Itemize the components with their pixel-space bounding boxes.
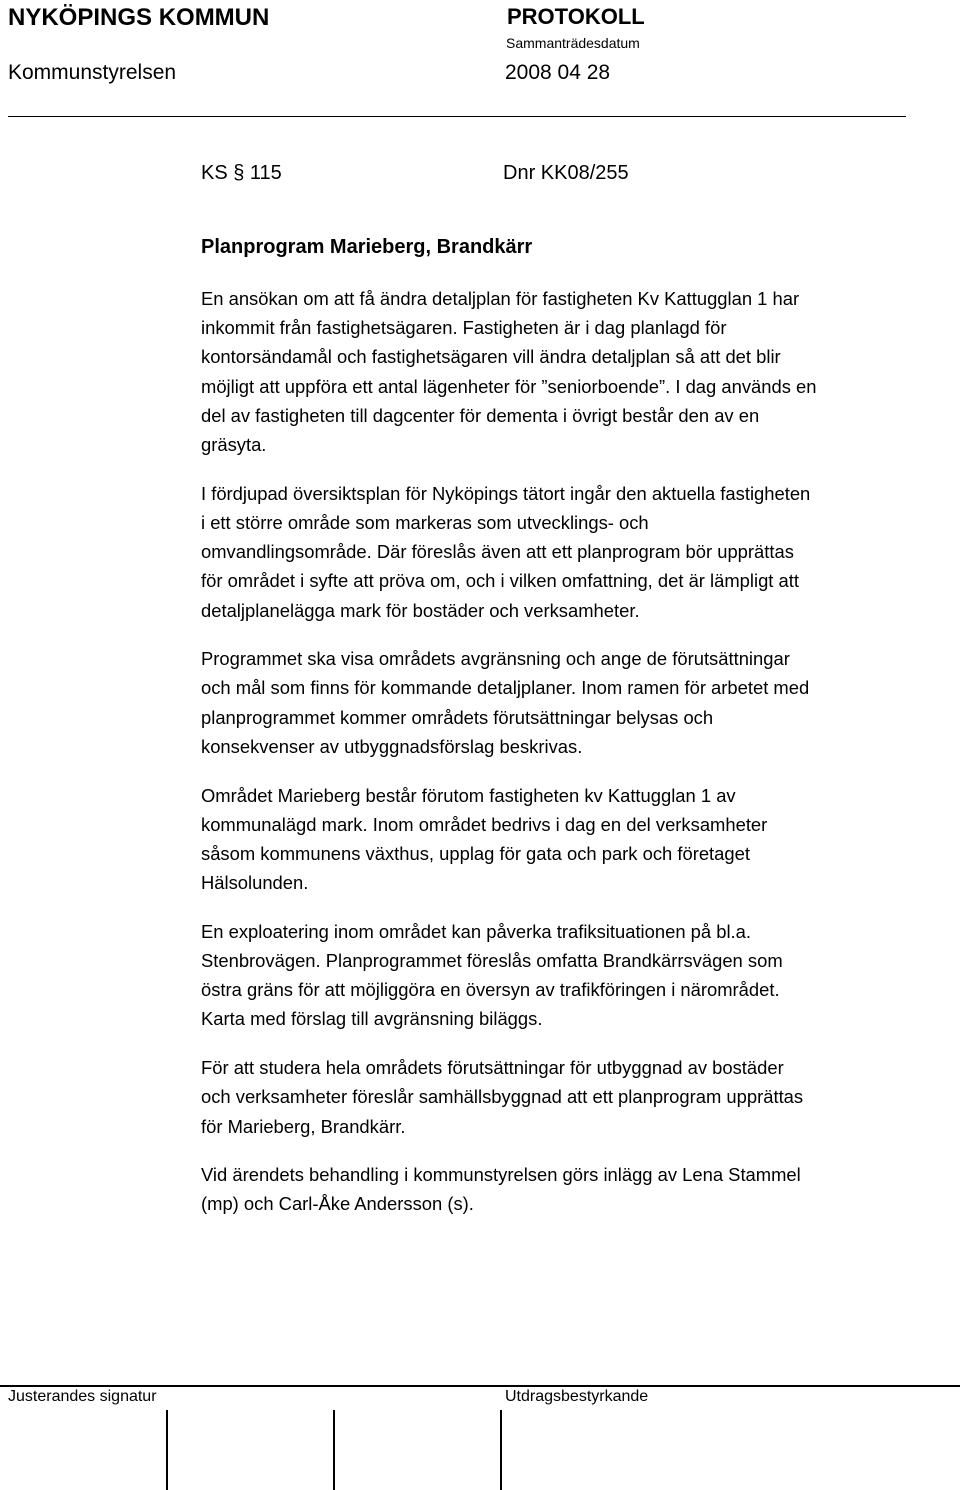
extract-certification-label: Utdragsbestyrkande xyxy=(505,1388,649,1405)
case-number: KS § 115 xyxy=(201,162,282,184)
footer-divider xyxy=(0,1385,960,1387)
signature-box-divider xyxy=(500,1410,502,1490)
body-paragraph: Området Marieberg består förutom fastigheten kv Kattugglan 1 av kommunalägd mark. Inom området bedrivs i dag en del verksamheter såsom kommunens växthus, upplag för gata och park och företaget Hälsolunden. xyxy=(201,784,768,894)
committee-name: Kommunstyrelsen xyxy=(8,61,177,84)
body-paragraph: I fördjupad översiktsplan för Nyköpings tätort ingår den aktuella fastigheten i ett större område som markeras som utvecklings- och omvandlingsområde. Där föreslås även att ett planprogram bör upprättas för området i syfte att pröva om, och i vilken omfattning, det är lämpligt att detaljplanelägga mark för bostäder och verksamheter. xyxy=(201,482,811,621)
document-title: Planprogram Marieberg, Brandkärr xyxy=(201,236,533,258)
document-type: PROTOKOLL xyxy=(507,4,645,29)
case-reference: Dnr KK08/255 xyxy=(503,162,629,184)
header-divider xyxy=(8,116,906,117)
body-paragraph: En ansökan om att få ändra detaljplan för fastigheten Kv Kattugglan 1 har inkommit från fastighetsägaren. Fastigheten är i dag planlagd för kontorsändamål och fastighetsägaren vill ändra detaljplan så att det blir möjligt att uppföra ett antal lägenheter för ”seniorboende”. I dag används en del av fastigheten till dagcenter för dementa i övrigt består den av en gräsyta. xyxy=(201,288,817,456)
body-paragraph: För att studera hela områdets förutsättningar för utbyggnad av bostäder och verksamheter föreslår samhällsbyggnad att ett planprogram upprättas för Marieberg, Brandkärr. xyxy=(201,1057,804,1137)
signature-box-divider xyxy=(333,1410,335,1490)
signature-label: Justerandes signatur xyxy=(8,1388,157,1405)
body-paragraph: Programmet ska visa områdets avgränsning och ange de förutsättningar och mål som finns för kommande detaljplaner. Inom ramen för arbetet med planprogrammet kommer områdets förutsättningar belysas och konsekvenser av utbyggnadsförslag beskrivas. xyxy=(201,648,810,757)
signature-box-divider xyxy=(166,1410,168,1490)
body-paragraph: Vid ärendets behandling i kommunstyrelsen görs inlägg av Lena Stammel (mp) och Carl-Åke Andersson (s). xyxy=(201,1164,801,1215)
body-paragraph: En exploatering inom området kan påverka trafiksituationen på bl.a. Stenbrovägen. Planprogrammet föreslås omfatta Brandkärrsvägen som östra gräns för att möjliggöra en översyn av trafikföringen i närområdet. Karta med förslag till avgränsning biläggs. xyxy=(201,920,783,1030)
meeting-date-label: Sammanträdesdatum xyxy=(506,35,640,51)
meeting-date: 2008 04 28 xyxy=(505,61,611,84)
organization-name: NYKÖPINGS KOMMUN xyxy=(8,4,270,31)
document-body xyxy=(201,284,921,1238)
